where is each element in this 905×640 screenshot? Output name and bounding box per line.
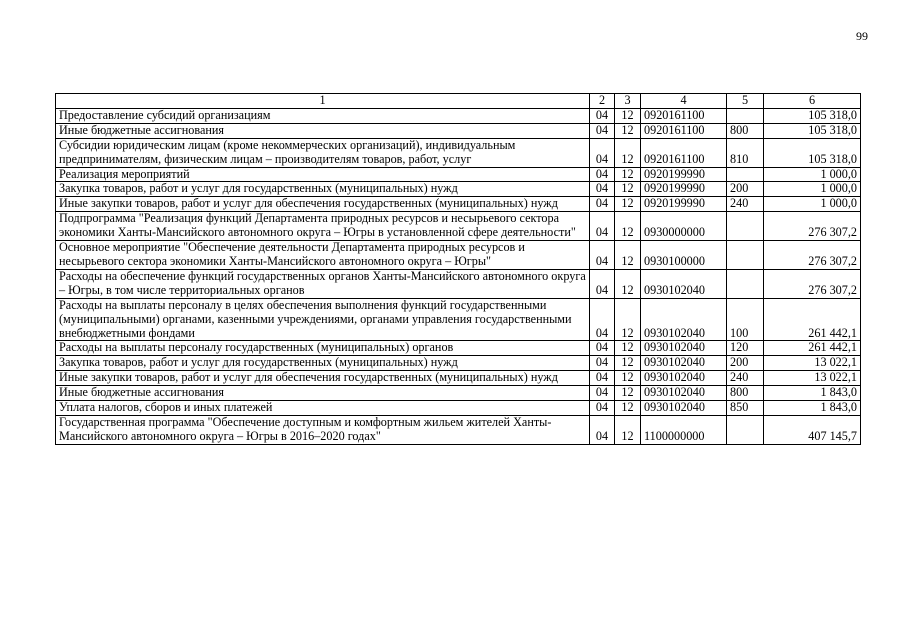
row-subsection: 12: [615, 401, 641, 416]
table-row: [56, 167, 861, 182]
budget-table: [55, 93, 861, 445]
row-target-article: 0920199990: [641, 197, 727, 212]
row-name: Иные закупки товаров, работ и услуг для обеспечения государственных (муниципальных) нужд: [56, 197, 590, 212]
row-subsection: 12: [615, 356, 641, 371]
header-col-5: 5: [727, 94, 764, 109]
row-name: Расходы на выплаты персоналу государственных (муниципальных) органов: [56, 341, 590, 356]
table-row: [56, 138, 861, 167]
row-subsection: 12: [615, 123, 641, 138]
row-section: 04: [590, 212, 615, 241]
row-name: Закупка товаров, работ и услуг для государственных (муниципальных) нужд: [56, 182, 590, 197]
row-expense-type: [727, 212, 764, 241]
row-amount: 13 022,1: [764, 356, 861, 371]
row-amount: 1 843,0: [764, 386, 861, 401]
row-expense-type: 120: [727, 341, 764, 356]
row-name: Иные бюджетные ассигнования: [56, 123, 590, 138]
row-section: 04: [590, 401, 615, 416]
row-name: Субсидии юридическим лицам (кроме некоммерческих организаций), индивидуальным предпринимателям, физическим лицам – производителям товаров, работ, услуг: [56, 138, 590, 167]
row-expense-type: 200: [727, 356, 764, 371]
row-section: 04: [590, 415, 615, 444]
row-amount: 261 442,1: [764, 341, 861, 356]
row-section: 04: [590, 123, 615, 138]
row-target-article: 0930102040: [641, 356, 727, 371]
row-expense-type: 810: [727, 138, 764, 167]
table-row: [56, 356, 861, 371]
header-col-3: 3: [615, 94, 641, 109]
row-target-article: 0930000000: [641, 212, 727, 241]
row-section: 04: [590, 108, 615, 123]
row-expense-type: [727, 241, 764, 270]
row-name: Реализация мероприятий: [56, 167, 590, 182]
row-subsection: 12: [615, 298, 641, 341]
row-target-article: 0930100000: [641, 241, 727, 270]
table-row: [56, 401, 861, 416]
row-section: 04: [590, 182, 615, 197]
row-target-article: 0930102040: [641, 401, 727, 416]
row-target-article: 0920161100: [641, 138, 727, 167]
table-row: [56, 415, 861, 444]
row-name: Подпрограмма "Реализация функций Департамента природных ресурсов и несырьевого сектора экономики Ханты-Мансийского автономного округа – Югры в установленной сфере деятельности": [56, 212, 590, 241]
header-row: [56, 94, 861, 109]
row-section: 04: [590, 197, 615, 212]
row-section: 04: [590, 269, 615, 298]
row-name: Закупка товаров, работ и услуг для государственных (муниципальных) нужд: [56, 356, 590, 371]
header-col-2: 2: [590, 94, 615, 109]
row-expense-type: 800: [727, 123, 764, 138]
row-amount: 276 307,2: [764, 212, 861, 241]
row-expense-type: 240: [727, 371, 764, 386]
table-row: [56, 371, 861, 386]
row-amount: 105 318,0: [764, 123, 861, 138]
row-name: Иные закупки товаров, работ и услуг для обеспечения государственных (муниципальных) нужд: [56, 371, 590, 386]
row-section: 04: [590, 167, 615, 182]
row-subsection: 12: [615, 197, 641, 212]
row-subsection: 12: [615, 138, 641, 167]
row-subsection: 12: [615, 415, 641, 444]
table-row: [56, 197, 861, 212]
table-row: [56, 341, 861, 356]
table-body: [56, 108, 861, 444]
row-amount: 1 000,0: [764, 197, 861, 212]
row-expense-type: 200: [727, 182, 764, 197]
row-target-article: 0930102040: [641, 371, 727, 386]
row-name: Государственная программа "Обеспечение доступным и комфортным жильем жителей Ханты-Мансийского автономного округа – Югры в 2016–2020 годах": [56, 415, 590, 444]
row-amount: 1 843,0: [764, 401, 861, 416]
row-subsection: 12: [615, 108, 641, 123]
row-target-article: 0930102040: [641, 386, 727, 401]
row-target-article: 0930102040: [641, 298, 727, 341]
header-col-4: 4: [641, 94, 727, 109]
table-row: [56, 182, 861, 197]
row-expense-type: [727, 108, 764, 123]
row-subsection: 12: [615, 241, 641, 270]
row-section: 04: [590, 138, 615, 167]
table-row: [56, 123, 861, 138]
row-subsection: 12: [615, 371, 641, 386]
table-row: [56, 298, 861, 341]
row-name: Расходы на выплаты персоналу в целях обеспечения выполнения функций государственными (муниципальными) органами, казенными учреждениями, органами управления государственными внебюджетными фондами: [56, 298, 590, 341]
row-section: 04: [590, 341, 615, 356]
row-amount: 276 307,2: [764, 241, 861, 270]
row-name: Иные бюджетные ассигнования: [56, 386, 590, 401]
row-expense-type: 800: [727, 386, 764, 401]
row-subsection: 12: [615, 386, 641, 401]
row-amount: 1 000,0: [764, 182, 861, 197]
row-target-article: 0920199990: [641, 167, 727, 182]
row-expense-type: 100: [727, 298, 764, 341]
row-expense-type: [727, 269, 764, 298]
row-target-article: 0920199990: [641, 182, 727, 197]
row-amount: 407 145,7: [764, 415, 861, 444]
row-name: Уплата налогов, сборов и иных платежей: [56, 401, 590, 416]
table-row: [56, 386, 861, 401]
row-amount: 276 307,2: [764, 269, 861, 298]
row-target-article: 0930102040: [641, 341, 727, 356]
header-col-1: 1: [56, 94, 590, 109]
row-expense-type: 240: [727, 197, 764, 212]
row-section: 04: [590, 356, 615, 371]
row-subsection: 12: [615, 269, 641, 298]
row-name: Основное мероприятие "Обеспечение деятельности Департамента природных ресурсов и несырьевого сектора экономики Ханты-Мансийского автономного округа – Югры": [56, 241, 590, 270]
row-target-article: 0920161100: [641, 108, 727, 123]
row-section: 04: [590, 241, 615, 270]
row-expense-type: [727, 167, 764, 182]
row-target-article: 0920161100: [641, 123, 727, 138]
table-row: [56, 108, 861, 123]
table-row: [56, 241, 861, 270]
row-amount: 1 000,0: [764, 167, 861, 182]
row-section: 04: [590, 371, 615, 386]
row-amount: 261 442,1: [764, 298, 861, 341]
table-row: [56, 269, 861, 298]
row-section: 04: [590, 386, 615, 401]
row-expense-type: 850: [727, 401, 764, 416]
row-subsection: 12: [615, 167, 641, 182]
row-amount: 105 318,0: [764, 138, 861, 167]
row-name: Расходы на обеспечение функций государственных органов Ханты-Мансийского автономного округа – Югры, в том числе территориальных органов: [56, 269, 590, 298]
row-target-article: 1100000000: [641, 415, 727, 444]
page-number: 99: [856, 29, 868, 43]
table-row: [56, 212, 861, 241]
header-col-6: 6: [764, 94, 861, 109]
row-subsection: 12: [615, 212, 641, 241]
row-subsection: 12: [615, 182, 641, 197]
row-expense-type: [727, 415, 764, 444]
row-subsection: 12: [615, 341, 641, 356]
row-name: Предоставление субсидий организациям: [56, 108, 590, 123]
row-amount: 13 022,1: [764, 371, 861, 386]
row-amount: 105 318,0: [764, 108, 861, 123]
row-section: 04: [590, 298, 615, 341]
row-target-article: 0930102040: [641, 269, 727, 298]
